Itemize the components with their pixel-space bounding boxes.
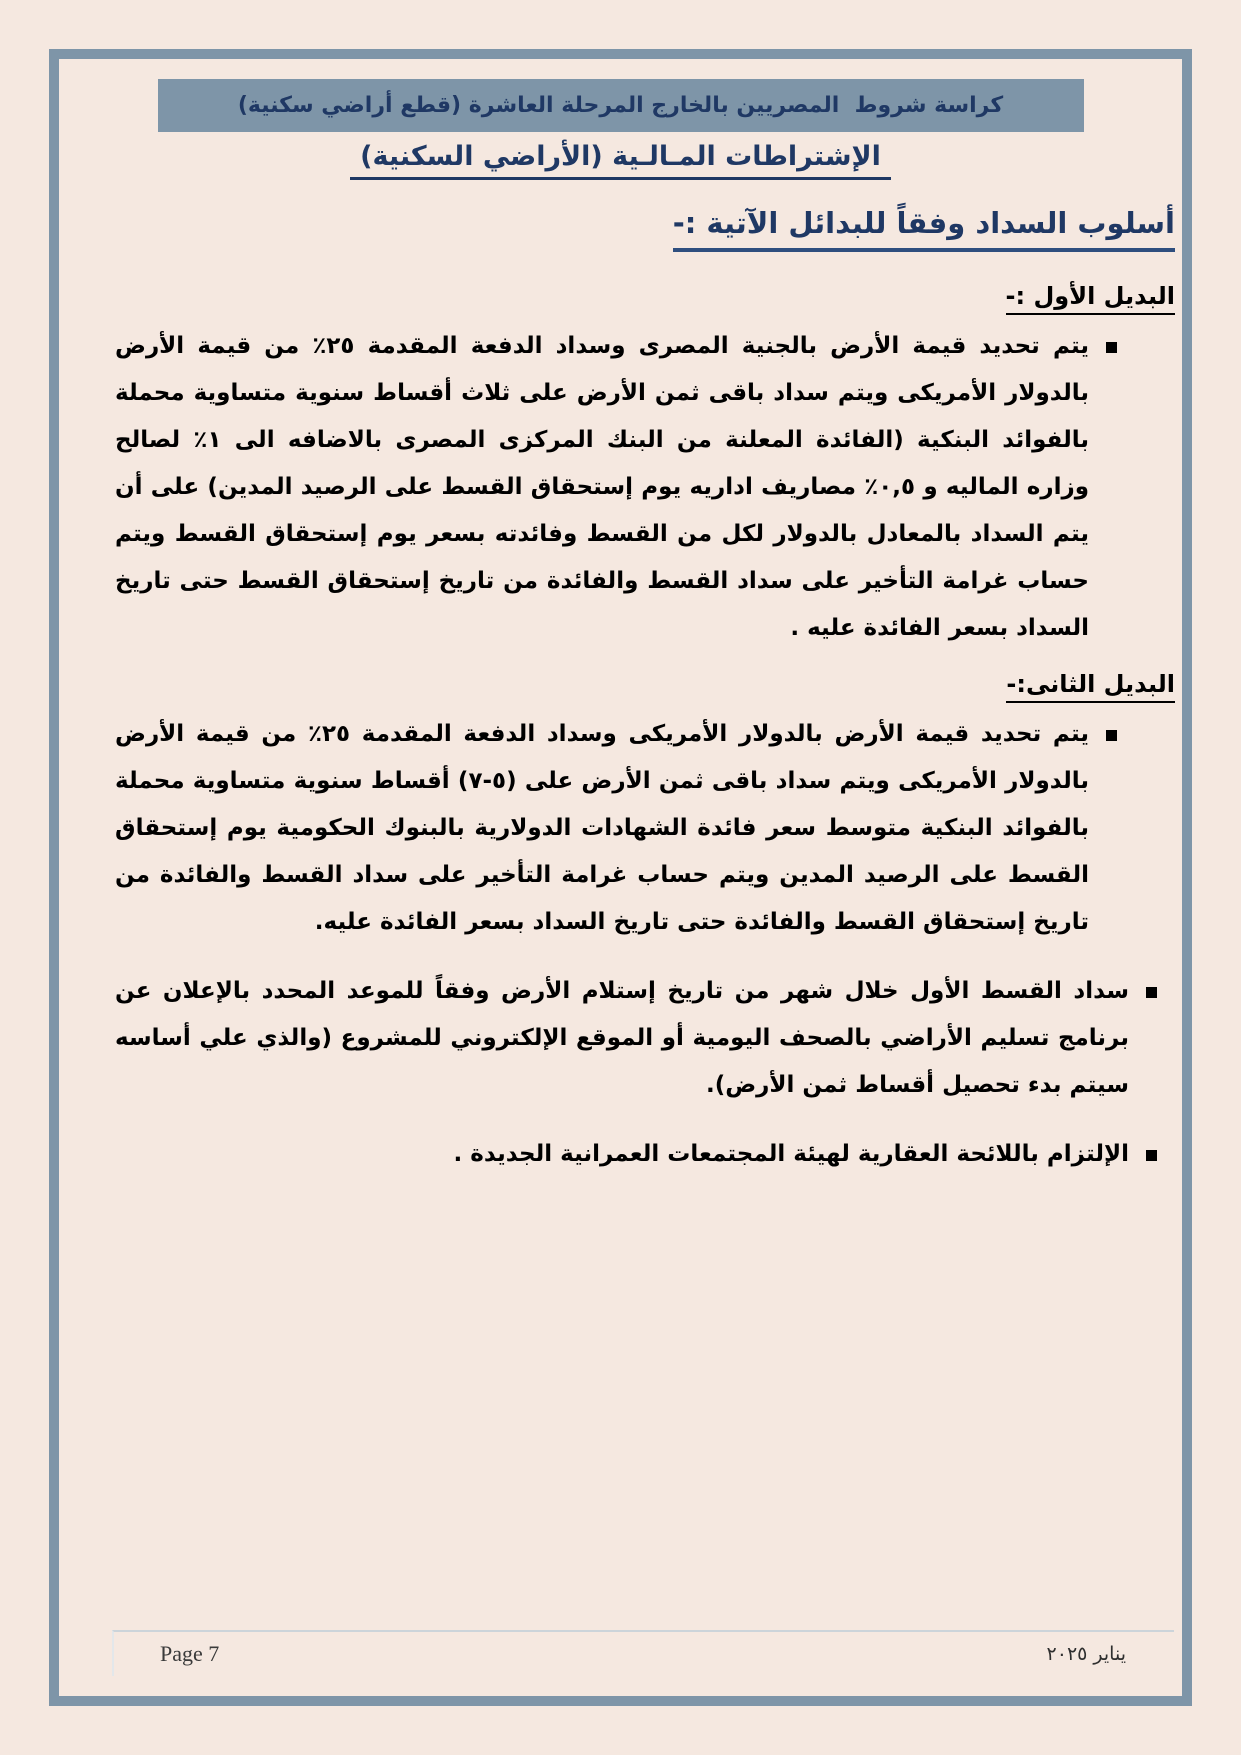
content-area [59, 282, 1182, 1178]
footer-date: يناير ٢٠٢٥ [1046, 1643, 1126, 1665]
bullet-square-icon [1146, 1150, 1157, 1161]
general-bullet-1-text: سداد القسط الأول خلال شهر من تاريخ إستلام الأرض وفقاً للموعد المحدد بالإعلان عن برنامج تسليم الأراضي بالصحف اليومية أو الموقع الإلكتروني للمشروع (والذي علي أساسه سيتم بدء تحصيل أقساط ثمن الأرض). [115, 978, 1129, 1098]
alternative-2-bullet-text: يتم تحديد قيمة الأرض بالدولار الأمريكى وسداد الدفعة المقدمة ٢٥٪ من قيمة الأرض بالدولار الأمريكى ويتم سداد باقى ثمن الأرض على (٥-٧) أقساط سنوية متساوية محملة بالفوائد البنكية متوسط سعر فائدة الشهادات الدولارية بالبنوك الحكومية يوم إستحقاق القسط على الرصيد المدين ويتم حساب غرامة التأخير على سداد القسط والفائدة من تاريخ إستحقاق القسط والفائدة حتى تاريخ السداد بسعر الفائدة عليه. [115, 721, 1089, 935]
bullet-square-icon [1146, 987, 1157, 998]
general-bullet-2 [115, 1131, 1157, 1178]
alternative-1-heading: البديل الأول :- [115, 282, 1175, 315]
header-bar [158, 79, 1084, 132]
doc-title [59, 141, 1182, 180]
main-heading [59, 206, 1175, 252]
alternative-1-bullet-text: يتم تحديد قيمة الأرض بالجنية المصرى وسداد الدفعة المقدمة ٢٥٪ من قيمة الأرض بالدولار الأمريكى ويتم سداد باقى ثمن الأرض على ثلاث أقساط سنوية متساوية محملة بالفوائد البنكية (الفائدة المعلنة من البنك المركزى المصرى بالاضافه الى ١٪ لصالح وزاره الماليه و ٠,٥٪ مصاريف اداريه يوم إستحقاق القسط على الرصيد المدين) على أن يتم السداد بالمعادل بالدولار لكل من القسط وفائدته بسعر يوم إستحقاق القسط ويتم حساب غرامة التأخير على سداد القسط والفائدة من تاريخ إستحقاق القسط حتى تاريخ السداد بسعر الفائدة عليه . [115, 333, 1089, 641]
general-bullet-2-text: الإلتزام باللائحة العقارية لهيئة المجتمعات العمرانية الجديدة . [453, 1141, 1129, 1167]
alternative-2-bullet [115, 711, 1117, 946]
bullet-square-icon [1106, 342, 1117, 353]
page-number: Page 7 [160, 1641, 220, 1666]
page-footer [112, 1630, 1174, 1676]
doc-title-text: الإشتراطات المـالـية (الأراضي السكنية) [350, 141, 891, 180]
page-frame [49, 49, 1192, 1706]
header-bar-title: كراسة شروط المصريين بالخارج المرحلة العاشرة (قطع أراضي سكنية) [237, 93, 1004, 118]
alternative-1-bullet [115, 323, 1117, 652]
general-bullet-1 [115, 968, 1157, 1109]
main-heading-text: أسلوب السداد وفقاً للبدائل الآتية :- [673, 206, 1175, 252]
alternative-2-heading: البديل الثانى:- [115, 670, 1175, 703]
bullet-square-icon [1106, 730, 1117, 741]
